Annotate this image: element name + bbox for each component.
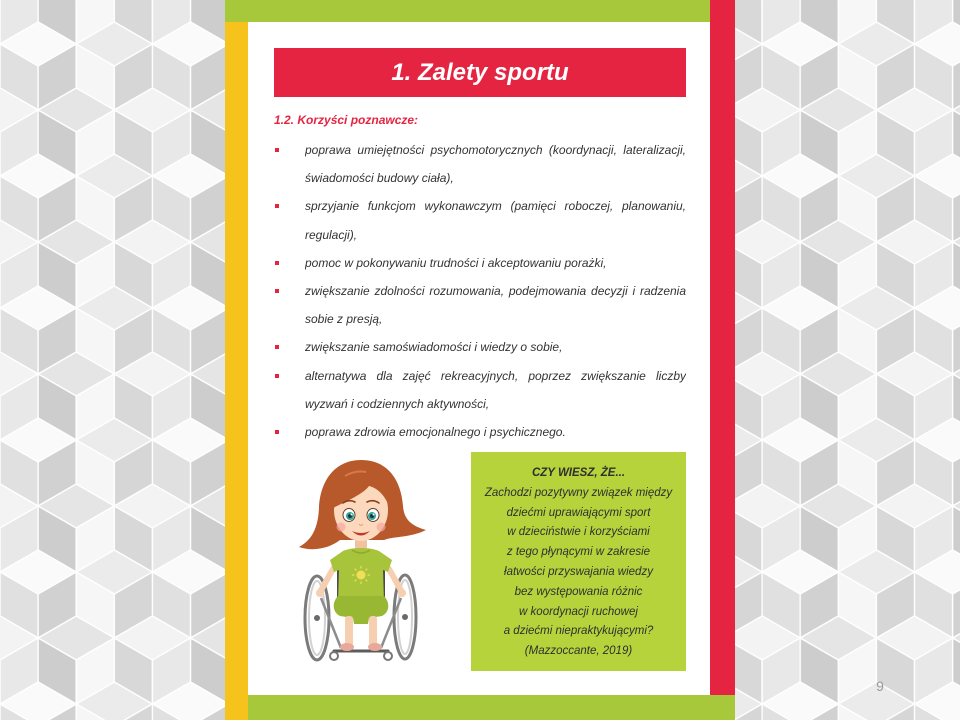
leg-right: [369, 616, 377, 646]
list-item: [274, 136, 686, 192]
section-subtitle: 1.2. Korzyści poznawcze:: [274, 113, 419, 127]
did-you-know-box: [471, 452, 686, 671]
list-item-line: wyzwań i codziennych aktywności,: [305, 396, 490, 411]
list-item: [274, 418, 686, 446]
girl-figure: [299, 460, 426, 651]
fact-box-line: dziećmi uprawiającymi sport: [506, 506, 651, 519]
fact-box-line: bez występowania różnic: [514, 585, 643, 598]
girl-in-wheelchair-icon: [295, 455, 430, 665]
bullet-marker: [275, 261, 279, 265]
bullet-marker: [275, 374, 279, 378]
list-item-line: poprawa umiejętności psychomotorycznych (koordynacji, lateralizacji,: [305, 143, 686, 157]
list-item: [274, 333, 686, 361]
fact-box-line: a dziećmi niepraktykującymi?: [503, 625, 654, 638]
list-item-line: zwiększanie zdolności rozumowania, podejmowania decyzji i radzenia: [305, 283, 686, 298]
lap: [334, 596, 389, 624]
eye-right: [367, 509, 379, 522]
list-item: [274, 362, 686, 418]
fact-box-citation: (Mazzoccante, 2019): [524, 645, 633, 658]
right-red-bar: [710, 0, 735, 695]
list-item-line: świadomości budowy ciała),: [305, 171, 454, 186]
title-banner: [274, 48, 686, 97]
list-item: [274, 277, 686, 333]
page-title: 1. Zalety sportu: [391, 59, 569, 86]
fact-box-line: z tego płynącymi w zakresie: [506, 546, 651, 559]
cheek-right: [377, 523, 386, 532]
slide-number: 9: [876, 678, 884, 694]
bullet-marker: [275, 204, 279, 208]
list-item-line: sobie z presją,: [305, 312, 383, 327]
hand-right: [398, 589, 406, 597]
foot-right: [368, 643, 382, 651]
cheek-left: [337, 523, 346, 532]
fact-box-line: Zachodzi pozytywny związek między: [484, 486, 673, 499]
list-item-line: alternatywa dla zajęć rekreacyjnych, poprzez zwiększanie liczby: [305, 368, 686, 383]
left-yellow-bar: [225, 22, 248, 720]
leg-left: [345, 616, 353, 646]
foot-left: [340, 643, 354, 651]
bullet-marker: [275, 430, 279, 434]
fact-box-line: łatwości przyswajania wiedzy: [504, 565, 653, 578]
bottom-green-bar: [248, 695, 735, 720]
hand-left: [316, 589, 324, 597]
list-item: [274, 249, 686, 277]
list-item-line: regulacji),: [305, 227, 358, 242]
benefits-list: [274, 136, 686, 446]
fact-box-line: w koordynacji ruchowej: [519, 605, 638, 618]
list-item-line: pomoc w pokonywaniu trudności i akceptowaniu porażki,: [305, 255, 607, 270]
top-green-bar: [225, 0, 710, 22]
bullet-marker: [275, 345, 279, 349]
list-item: [274, 192, 686, 248]
list-item-line: sprzyjanie funkcjom wykonawczym (pamięci roboczej, planowaniu,: [305, 199, 686, 214]
list-item-line: poprawa zdrowia emocjonalnego i psychicznego.: [305, 424, 566, 439]
fact-box-heading: CZY WIESZ, ŻE...: [531, 467, 626, 479]
eye-left: [343, 509, 355, 522]
fact-box-line: w dzieciństwie i korzyściami: [507, 526, 650, 539]
bullet-marker: [275, 148, 279, 152]
list-item-line: zwiększanie samoświadomości i wiedzy o sobie,: [305, 340, 563, 355]
bullet-marker: [275, 289, 279, 293]
